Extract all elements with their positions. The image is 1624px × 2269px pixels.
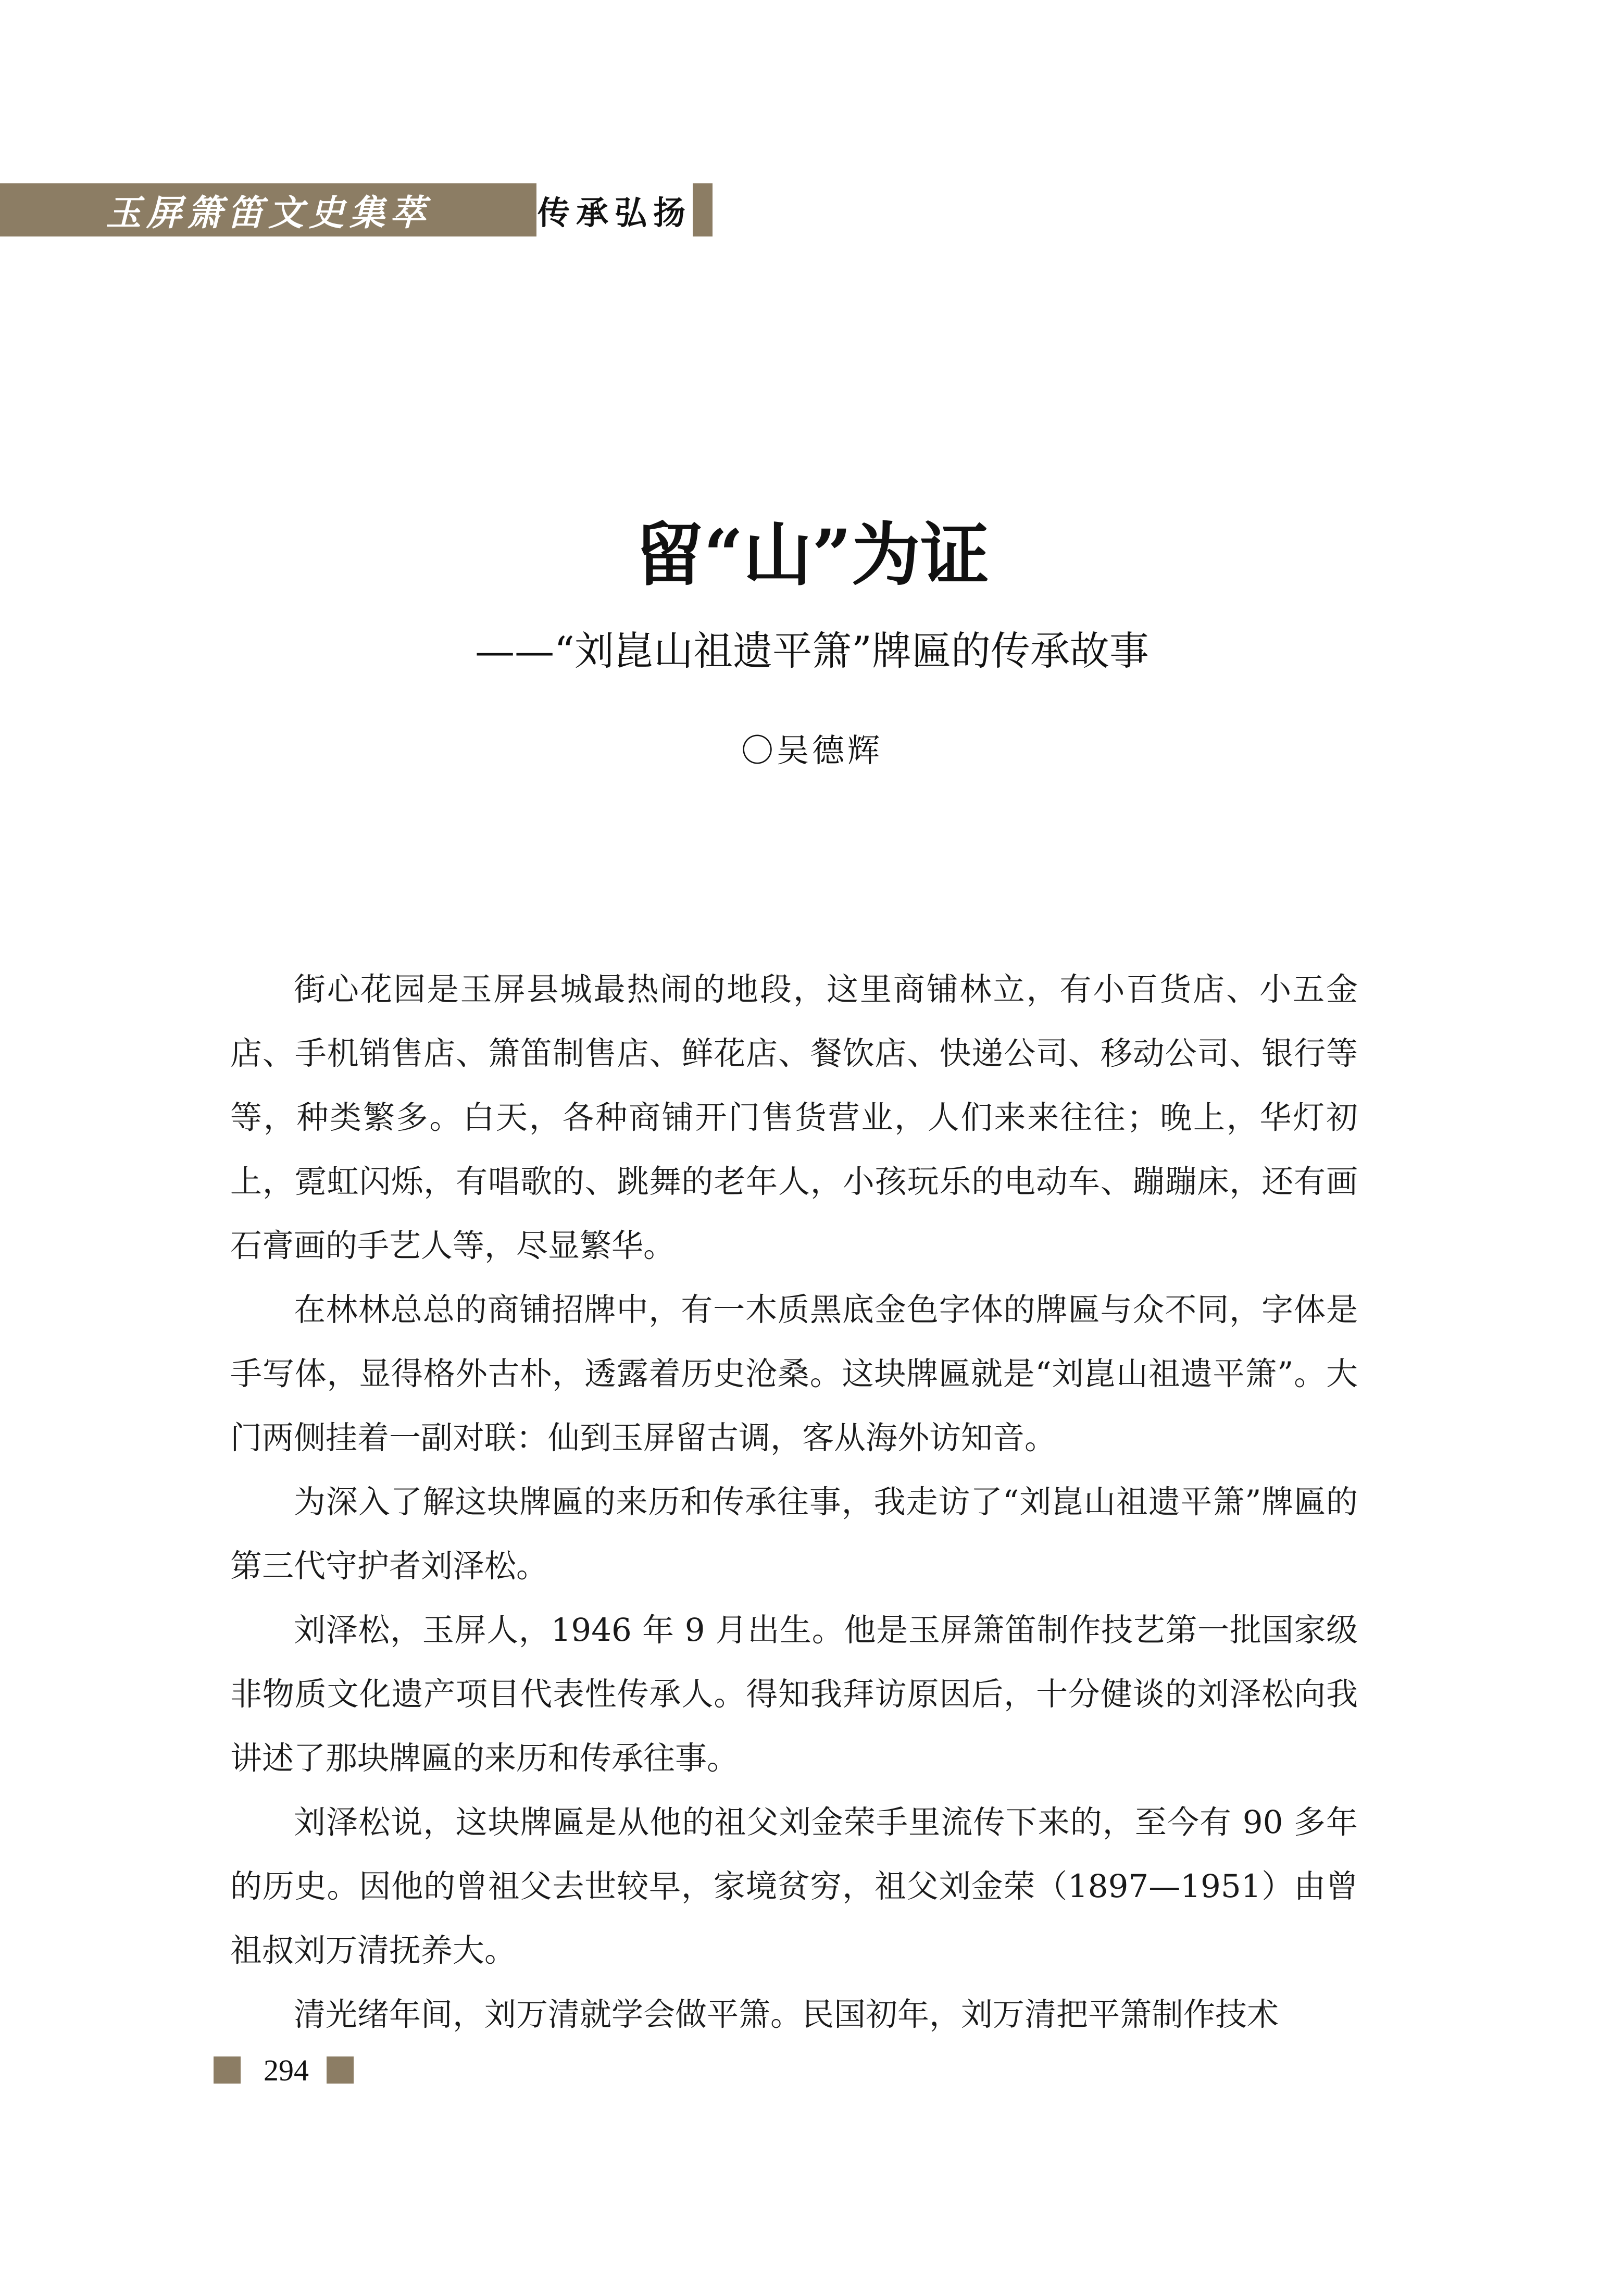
section-title: 传承弘扬 bbox=[536, 183, 693, 236]
article-subtitle: ——“刘崑山祖遗平箫”牌匾的传承故事 bbox=[475, 628, 1149, 674]
article-body bbox=[230, 957, 1358, 2047]
paragraph: 在林林总总的商铺招牌中，有一木质黑底金色字体的牌匾与众不同，字体是手写体，显得格外古朴，透露着历史沧桑。这块牌匾就是“刘崑山祖遗平箫”。大门两侧挂着一副对联：仙到玉屏留古调，客从海外访知音。 bbox=[230, 1291, 1358, 1456]
paragraph: 清光绪年间，刘万清就学会做平箫。民国初年，刘万清把平箫制作技术 bbox=[294, 1996, 1279, 2033]
paragraph: 刘泽松，玉屏人，1946 年 9 月出生。他是玉屏箫笛制作技艺第一批国家级非物质文化遗产项目代表性传承人。得知我拜访原因后，十分健谈的刘泽松向我讲述了那块牌匾的来历和传承往事。 bbox=[230, 1612, 1358, 1777]
running-header bbox=[0, 183, 713, 236]
page-number: 294 bbox=[264, 2053, 309, 2087]
paragraph: 街心花园是玉屏县城最热闹的地段，这里商铺林立，有小百货店、小五金店、手机销售店、箫笛制售店、鲜花店、餐饮店、快递公司、移动公司、银行等等，种类繁多。白天，各种商铺开门售货营业，人们来来往往；晚上，华灯初上，霓虹闪烁，有唱歌的、跳舞的老年人，小孩玩乐的电动车、蹦蹦床，还有画石膏画的手艺人等，尽显繁华。 bbox=[230, 971, 1358, 1264]
paragraph: 为深入了解这块牌匾的来历和传承往事，我走访了“刘崑山祖遗平箫”牌匾的第三代守护者刘泽松。 bbox=[230, 1483, 1358, 1585]
article-title: 留“山”为证 bbox=[635, 515, 989, 595]
page-footer bbox=[214, 2053, 354, 2087]
paragraph: 刘泽松说，这块牌匾是从他的祖父刘金荣手里流传下来的，至今有 90 多年的历史。因他的曾祖父去世较早，家境贫穷，祖父刘金荣（1897—1951）由曾祖叔刘万清抚养大。 bbox=[230, 1804, 1358, 1969]
series-title: 玉屏箫笛文史集萃 bbox=[0, 183, 536, 236]
footer-square-right bbox=[327, 2056, 354, 2084]
header-end-block bbox=[693, 183, 713, 236]
footer-square-left bbox=[214, 2056, 241, 2084]
article-author: 〇吴德辉 bbox=[741, 731, 883, 769]
